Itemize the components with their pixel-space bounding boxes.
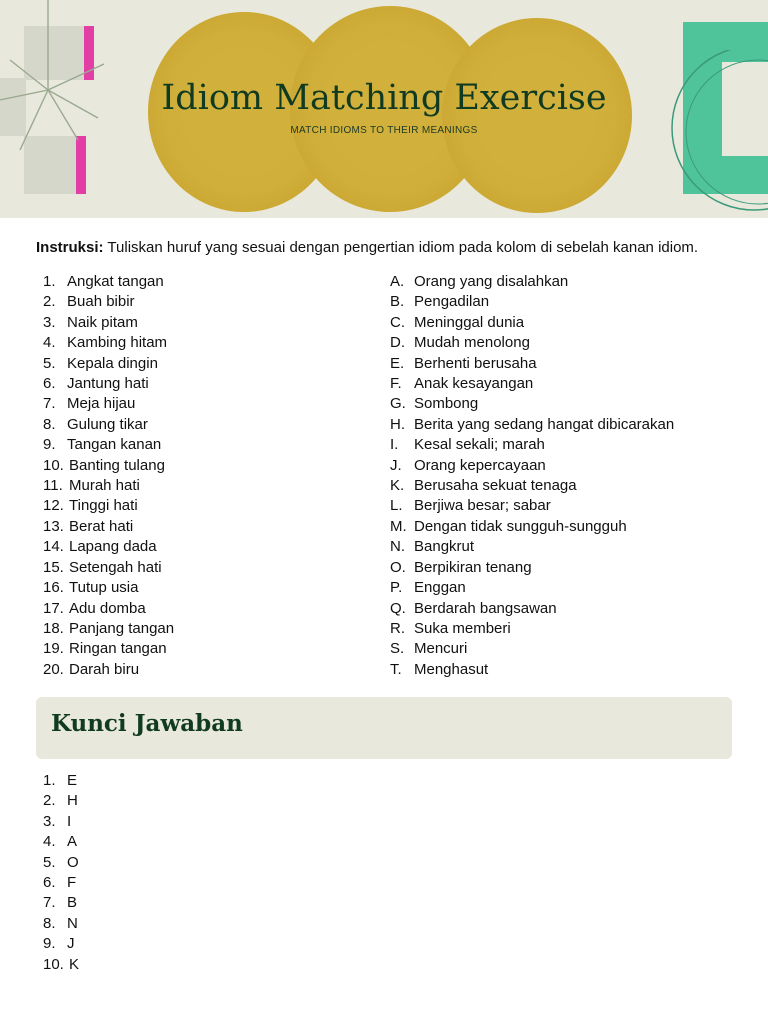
list-item-marker: 7. xyxy=(43,894,56,912)
list-item-text: Berjiwa besar; sabar xyxy=(414,497,551,515)
list-item-text: Panjang tangan xyxy=(69,619,175,637)
list-item-marker: 20. xyxy=(43,660,64,678)
list-item-text: Tangan kanan xyxy=(67,436,162,454)
list-item xyxy=(43,599,174,619)
list-item xyxy=(43,832,79,852)
list-item xyxy=(43,914,79,934)
list-item-marker: 2. xyxy=(43,792,56,810)
list-item xyxy=(43,415,174,435)
list-item xyxy=(43,639,174,659)
list-item xyxy=(390,496,674,516)
list-item-text: Berhenti berusaha xyxy=(414,354,537,372)
list-item-text: Buah bibir xyxy=(67,293,135,311)
instructions xyxy=(36,239,698,256)
list-item xyxy=(390,517,674,537)
list-item-marker: 4. xyxy=(43,334,56,352)
list-item-text: Naik pitam xyxy=(67,313,138,331)
list-item xyxy=(43,619,174,639)
list-item-text: Gulung tikar xyxy=(67,415,148,433)
list-item xyxy=(43,272,174,292)
list-item xyxy=(390,599,674,619)
list-item-marker: F. xyxy=(390,375,402,393)
list-item xyxy=(390,537,674,557)
list-item-marker: S. xyxy=(390,640,405,658)
list-item-marker: 4. xyxy=(43,833,56,851)
list-item-text: Lapang dada xyxy=(69,538,157,556)
page-title: Idiom Matching Exercise xyxy=(161,78,607,118)
list-item-marker: 1. xyxy=(43,273,56,290)
list-item-marker: 6. xyxy=(43,874,56,892)
list-item-text: O xyxy=(67,853,79,871)
list-item-text: Suka memberi xyxy=(414,619,511,637)
list-item xyxy=(390,558,674,578)
list-item-text: A xyxy=(67,833,78,851)
list-item-text: Ringan tangan xyxy=(69,640,167,658)
list-item-marker: N. xyxy=(390,538,405,556)
list-item-text: Dengan tidak sungguh-sungguh xyxy=(414,517,627,535)
list-item xyxy=(390,292,674,312)
list-item-text: Kambing hitam xyxy=(67,334,168,352)
instructions-label: Instruksi: xyxy=(36,239,104,256)
answer-key-title: Kunci Jawaban xyxy=(51,710,243,737)
list-item-marker: 14. xyxy=(43,538,64,556)
list-item xyxy=(43,955,79,975)
list-item-marker: 11. xyxy=(43,477,63,495)
list-item xyxy=(43,791,79,811)
list-item-text: Mencuri xyxy=(414,640,468,658)
list-item-marker: 15. xyxy=(43,558,64,576)
list-item-marker: 19. xyxy=(43,640,64,658)
list-item-marker: 10. xyxy=(43,456,64,474)
list-item xyxy=(43,853,79,873)
list-item-marker: M. xyxy=(390,517,407,535)
list-item-text: Sombong xyxy=(414,395,479,413)
list-item xyxy=(390,354,674,374)
list-item xyxy=(43,374,174,394)
list-item-text: Mudah menolong xyxy=(414,334,530,352)
list-item xyxy=(43,354,174,374)
list-item-text: Kepala dingin xyxy=(67,354,158,372)
list-item-marker: 7. xyxy=(43,395,56,413)
list-item-marker: 13. xyxy=(43,517,64,535)
list-item-marker: 5. xyxy=(43,853,56,871)
list-item-marker: H. xyxy=(390,415,405,433)
list-item xyxy=(390,660,674,680)
list-item-marker: J. xyxy=(390,456,402,474)
list-item-marker: 9. xyxy=(43,436,56,454)
list-item xyxy=(390,313,674,333)
list-item-marker: 12. xyxy=(43,497,64,515)
list-item-marker: 17. xyxy=(43,599,64,617)
answer-list xyxy=(43,771,79,975)
list-item xyxy=(43,771,79,791)
header-banner xyxy=(0,0,768,218)
list-item xyxy=(43,558,174,578)
list-item xyxy=(43,435,174,455)
list-item-text: B xyxy=(67,894,78,912)
list-item-marker: G. xyxy=(390,395,406,413)
idiom-list xyxy=(43,272,174,680)
list-item-marker: P. xyxy=(390,579,403,597)
list-item-marker: O. xyxy=(390,558,406,576)
list-item-marker: 2. xyxy=(43,293,56,311)
list-item-marker: 5. xyxy=(43,354,56,372)
list-item-text: Meja hijau xyxy=(67,395,136,413)
list-item-text: Setengah hati xyxy=(69,558,162,576)
list-item-text: Berdarah bangsawan xyxy=(414,599,557,617)
list-item-text: Murah hati xyxy=(69,477,140,495)
page-subtitle: MATCH IDIOMS TO THEIR MEANINGS xyxy=(290,125,478,136)
list-item xyxy=(43,660,174,680)
list-item-marker: 1. xyxy=(43,772,56,789)
list-item-marker: 8. xyxy=(43,415,56,433)
list-item-marker: 3. xyxy=(43,812,56,830)
list-item-marker: E. xyxy=(390,354,405,372)
list-item-text: J xyxy=(67,935,75,953)
list-item-text: Bangkrut xyxy=(414,538,475,556)
list-item-text: Jantung hati xyxy=(67,375,149,393)
list-item-text: Orang yang disalahkan xyxy=(414,273,569,290)
answer-key-header xyxy=(36,697,732,759)
list-item-marker: 16. xyxy=(43,579,64,597)
list-item xyxy=(43,537,174,557)
list-item xyxy=(390,374,674,394)
list-item-text: Berpikiran tenang xyxy=(414,558,532,576)
list-item-marker: C. xyxy=(390,313,405,331)
list-item-marker: D. xyxy=(390,334,405,352)
list-item-text: K xyxy=(69,955,80,973)
list-item-text: Berat hati xyxy=(69,517,134,535)
list-item xyxy=(390,435,674,455)
list-item xyxy=(390,333,674,353)
list-item-text: I xyxy=(67,812,72,830)
list-item xyxy=(390,415,674,435)
list-item-marker: T. xyxy=(390,660,402,678)
list-item xyxy=(43,333,174,353)
list-item xyxy=(43,812,79,832)
list-item xyxy=(390,476,674,496)
list-item-text: Menghasut xyxy=(414,660,489,678)
list-item xyxy=(43,292,174,312)
list-item-marker: 6. xyxy=(43,375,56,393)
list-item-text: Adu domba xyxy=(69,599,146,617)
list-item xyxy=(390,578,674,598)
list-item-marker: 8. xyxy=(43,914,56,932)
list-item xyxy=(43,578,174,598)
list-item xyxy=(390,272,674,292)
list-item xyxy=(43,496,174,516)
list-item-text: Kesal sekali; marah xyxy=(414,436,545,454)
list-item-text: Pengadilan xyxy=(414,293,490,311)
list-item-text: Tinggi hati xyxy=(69,497,138,515)
list-item xyxy=(43,476,174,496)
list-item-text: H xyxy=(67,792,78,810)
list-item-marker: 10. xyxy=(43,955,64,973)
list-item-marker: B. xyxy=(390,293,405,311)
list-item-marker: R. xyxy=(390,619,405,637)
list-item-text: Banting tulang xyxy=(69,456,165,474)
list-item xyxy=(43,456,174,476)
list-item xyxy=(390,394,674,414)
list-item xyxy=(43,934,79,954)
list-item-text: Angkat tangan xyxy=(67,273,164,290)
list-item-marker: A. xyxy=(390,273,405,290)
list-item xyxy=(390,639,674,659)
list-item-text: N xyxy=(67,914,78,932)
list-item-text: Berita yang sedang hangat dibicarakan xyxy=(414,415,675,433)
list-item xyxy=(43,873,79,893)
list-item-marker: I. xyxy=(390,436,399,454)
list-item-marker: 18. xyxy=(43,619,64,637)
list-item-marker: L. xyxy=(390,497,403,515)
list-item-text: Orang kepercayaan xyxy=(414,456,546,474)
list-item-marker: Q. xyxy=(390,599,406,617)
list-item-text: Meninggal dunia xyxy=(414,313,525,331)
meaning-list xyxy=(390,272,674,680)
list-item-text: Enggan xyxy=(414,579,466,597)
list-item xyxy=(390,619,674,639)
list-item xyxy=(390,456,674,476)
list-item xyxy=(43,893,79,913)
instructions-text: Tuliskan huruf yang sesuai dengan pengertian idiom pada kolom di sebelah kanan idiom. xyxy=(107,239,699,256)
list-item-text: Anak kesayangan xyxy=(414,375,534,393)
list-item xyxy=(43,517,174,537)
list-item-marker: 9. xyxy=(43,935,56,953)
list-item-text: F xyxy=(67,874,77,892)
list-item-text: Darah biru xyxy=(69,660,140,678)
list-item xyxy=(43,313,174,333)
list-item-marker: 3. xyxy=(43,313,56,331)
list-item xyxy=(43,394,174,414)
list-item-marker: K. xyxy=(390,477,405,495)
list-item-text: Berusaha sekuat tenaga xyxy=(414,477,577,495)
list-item-text: Tutup usia xyxy=(69,579,139,597)
list-item-text: E xyxy=(67,772,78,789)
